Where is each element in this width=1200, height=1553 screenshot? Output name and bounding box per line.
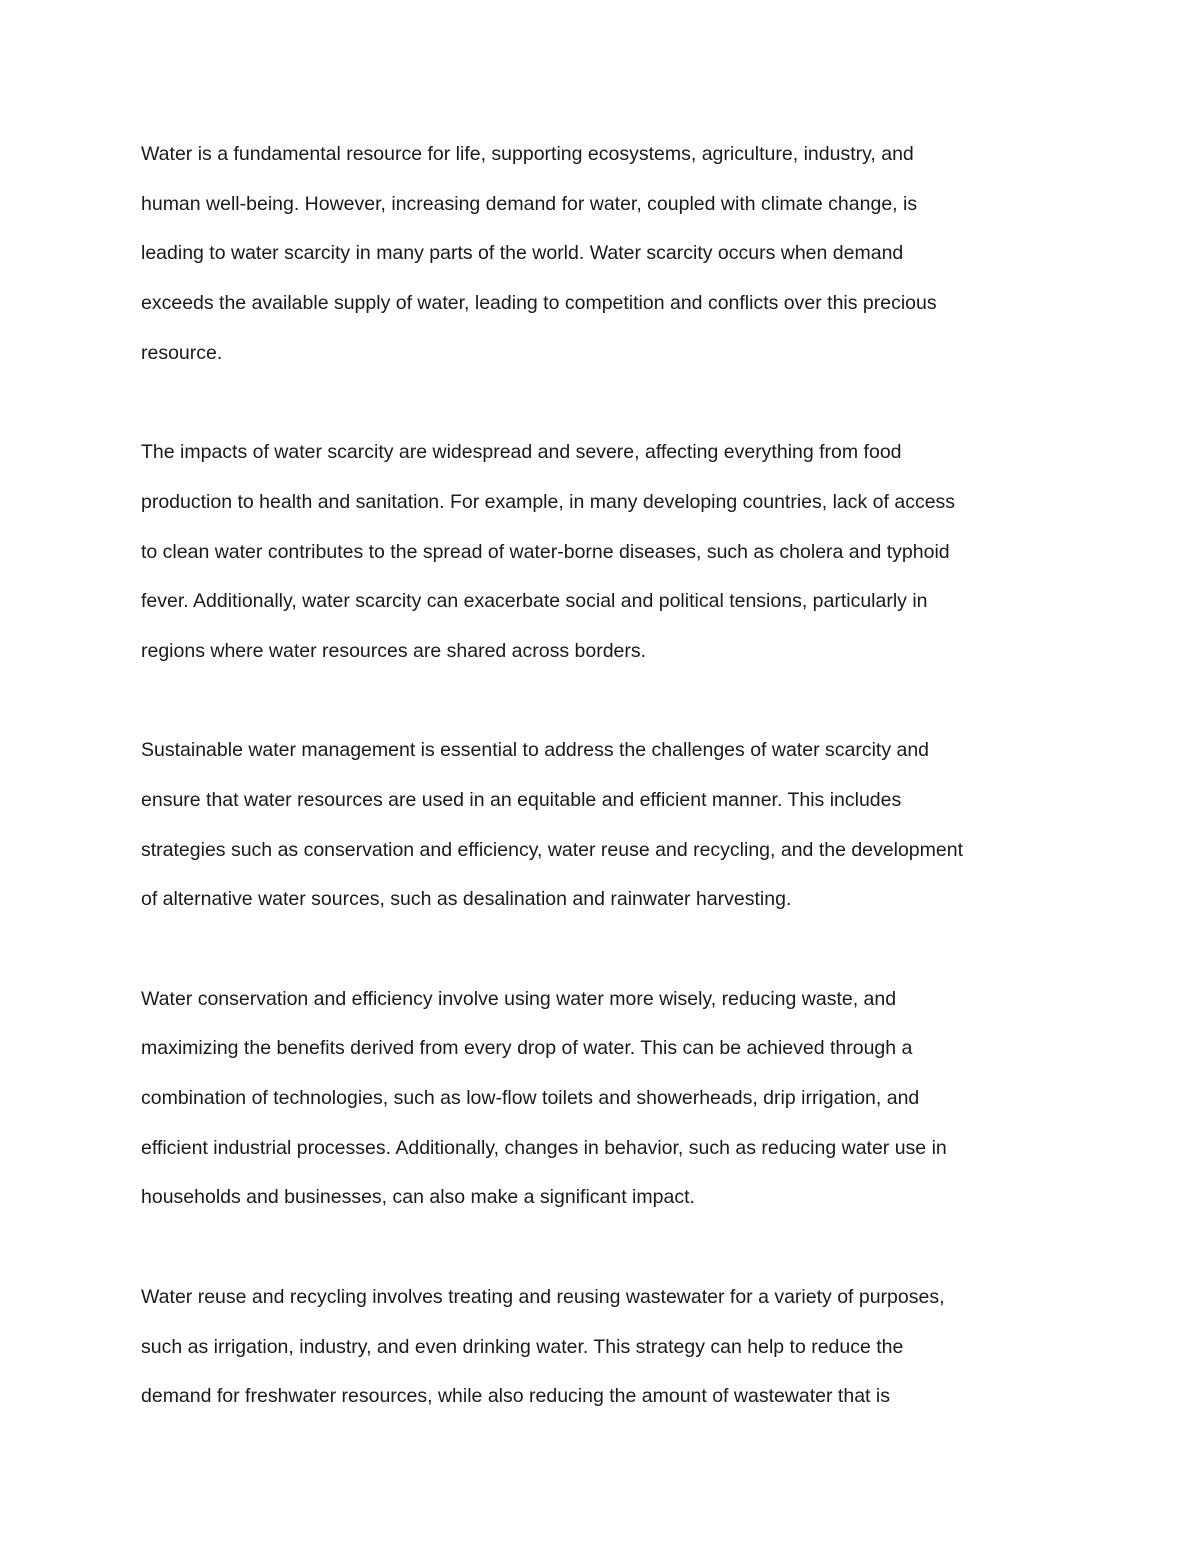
text-line: maximizing the benefits derived from every drop of water. This can be achieved through a [141, 1037, 913, 1060]
text-line: Water is a fundamental resource for life, supporting ecosystems, agriculture, industry, and [141, 143, 914, 165]
text-line: demand for freshwater resources, while also reducing the amount of wastewater that is [141, 1385, 890, 1408]
text-line: The impacts of water scarcity are widespread and severe, affecting everything from food [141, 441, 902, 464]
text-line: of alternative water sources, such as desalination and rainwater harvesting. [141, 888, 792, 911]
text-line: regions where water resources are shared across borders. [141, 639, 647, 662]
text-line: households and businesses, can also make a significant impact. [141, 1186, 695, 1209]
paragraph-4 [141, 975, 1081, 1223]
text-line: efficient industrial processes. Additionally, changes in behavior, such as reducing water use in [141, 1136, 947, 1159]
document-body [141, 130, 1081, 1422]
paragraph-1 [141, 130, 1081, 378]
text-line: ensure that water resources are used in an equitable and efficient manner. This includes [141, 788, 902, 811]
text-line: human well-being. However, increasing demand for water, coupled with climate change, is [141, 192, 918, 215]
paragraph-spacer [141, 378, 1081, 428]
text-line: strategies such as conservation and efficiency, water reuse and recycling, and the development [141, 838, 963, 861]
text-line: such as irrigation, industry, and even drinking water. This strategy can help to reduce the [141, 1335, 904, 1358]
text-line: Water conservation and efficiency involve using water more wisely, reducing waste, and [141, 987, 897, 1010]
paragraph-spacer [141, 1223, 1081, 1273]
text-line: leading to water scarcity in many parts of the world. Water scarcity occurs when demand [141, 242, 904, 265]
text-line: resource. [141, 341, 223, 364]
paragraph-spacer [141, 677, 1081, 727]
paragraph-spacer [141, 925, 1081, 975]
paragraph-3 [141, 726, 1081, 925]
text-line: Sustainable water management is essential to address the challenges of water scarcity and [141, 739, 930, 762]
text-line: Water reuse and recycling involves treating and reusing wastewater for a variety of purposes, [141, 1285, 945, 1308]
paragraph-5 [141, 1273, 1081, 1422]
text-line: production to health and sanitation. For example, in many developing countries, lack of access [141, 490, 956, 513]
text-line: combination of technologies, such as low-flow toilets and showerheads, drip irrigation, and [141, 1087, 920, 1110]
paragraph-2 [141, 428, 1081, 676]
text-line: fever. Additionally, water scarcity can exacerbate social and political tensions, particularly in [141, 590, 928, 613]
text-line: to clean water contributes to the spread of water-borne diseases, such as cholera and typhoid [141, 540, 950, 563]
text-line: exceeds the available supply of water, leading to competition and conflicts over this precious [141, 292, 937, 315]
